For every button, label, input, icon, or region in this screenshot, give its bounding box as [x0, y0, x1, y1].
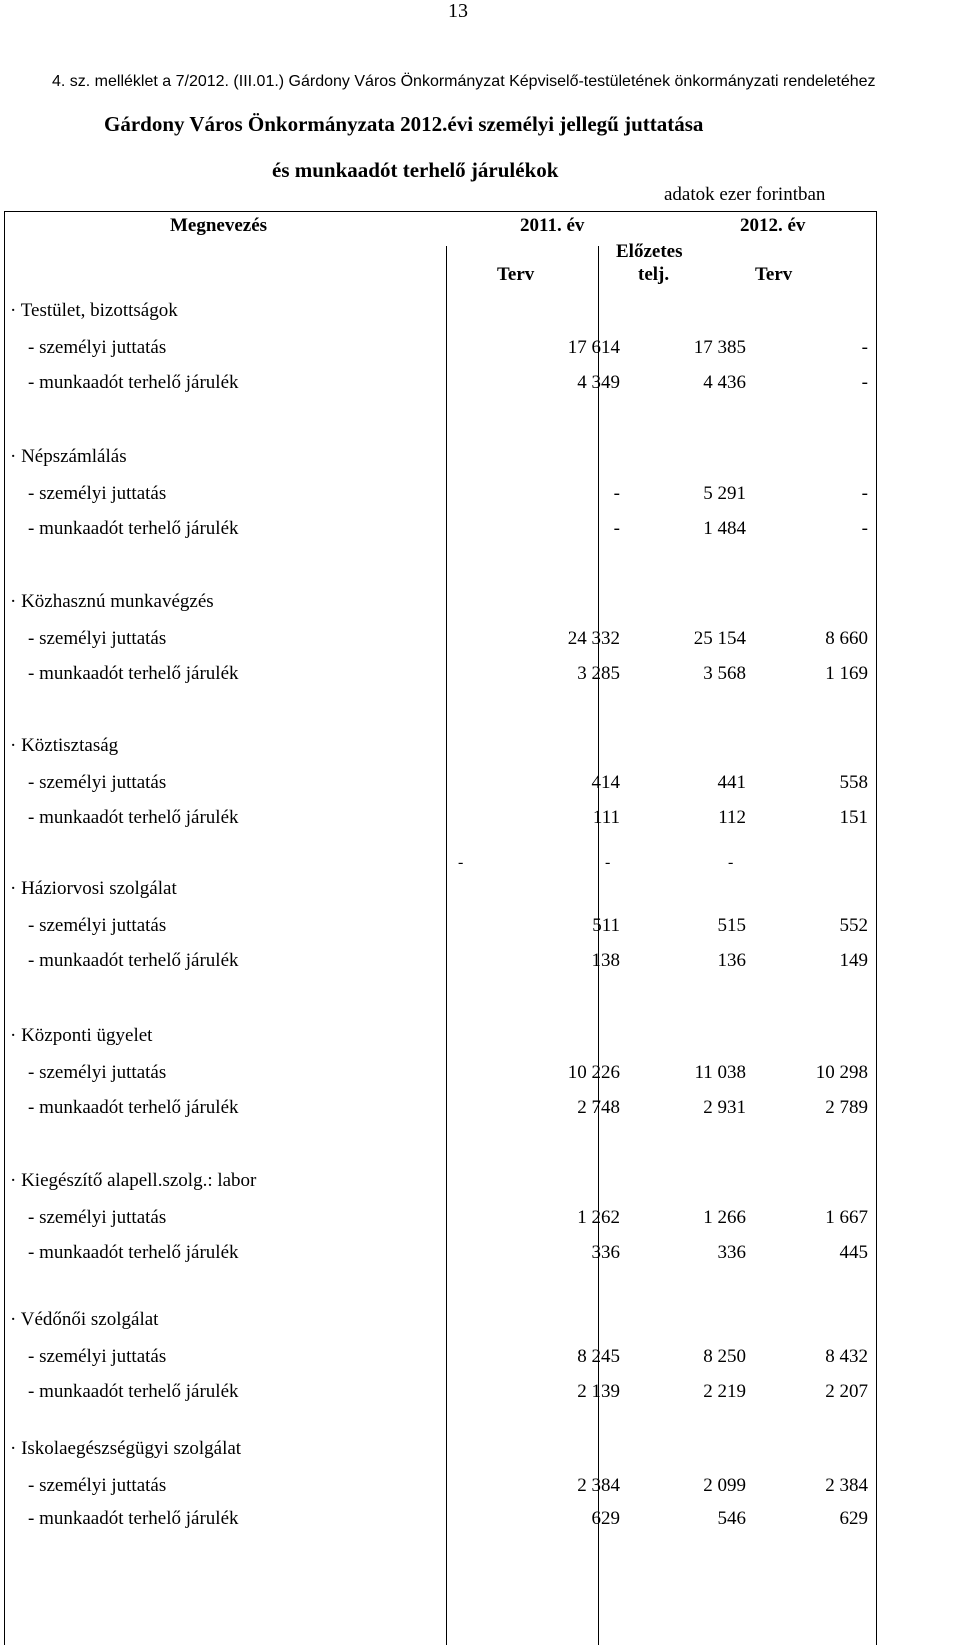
table-cell-actual-2011: 2 219: [703, 1381, 746, 1402]
table-cell-plan-2011: 2 139: [577, 1381, 620, 1402]
table-cell-plan-2012: -: [861, 372, 868, 393]
column-divider-2: [598, 246, 599, 1645]
table-cell-plan-2011: -: [613, 518, 620, 539]
table-cell-plan-2011: 629: [591, 1508, 620, 1529]
page-number: 13: [448, 0, 468, 22]
table-cell-actual-2011: 136: [717, 950, 746, 971]
table-row-label: - személyi juttatás: [28, 1062, 167, 1083]
table-cell-plan-2011: 2 384: [577, 1475, 620, 1496]
header-col3-plan: Terv: [755, 264, 793, 285]
section-title: · Közhasznú munkavégzés: [10, 591, 214, 612]
table-cell-plan-2011: 111: [592, 807, 620, 828]
table-cell-plan-2011: -: [613, 483, 620, 504]
table-cell-plan-2012: 558: [839, 772, 868, 793]
table-cell-plan-2011: 2 748: [577, 1097, 620, 1118]
table-row-label: - személyi juttatás: [28, 1475, 167, 1496]
header-col1-plan: Terv: [497, 264, 535, 285]
table-cell-actual-2011: 2 099: [703, 1475, 746, 1496]
table-cell-plan-2012: 445: [839, 1242, 868, 1263]
table-cell-actual-2011: 336: [717, 1242, 746, 1263]
table-cell-plan-2012: 2 207: [825, 1381, 868, 1402]
stray-dash: -: [728, 854, 734, 871]
table-cell-actual-2011: 11 038: [694, 1062, 746, 1083]
table-cell-plan-2011: 10 226: [567, 1062, 620, 1083]
table-cell-plan-2011: 138: [591, 950, 620, 971]
table-cell-actual-2011: 5 291: [703, 483, 746, 504]
table-cell-plan-2012: 552: [839, 915, 868, 936]
table-row-label: - személyi juttatás: [28, 1207, 167, 1228]
table-row-label: - munkaadót terhelő járulék: [28, 372, 239, 393]
table-row-label: - munkaadót terhelő járulék: [28, 807, 239, 828]
table-cell-actual-2011: 25 154: [693, 628, 746, 649]
table-cell-plan-2012: -: [861, 518, 868, 539]
table-cell-plan-2012: 8 432: [825, 1346, 868, 1367]
stray-dash: -: [605, 854, 611, 871]
table-cell-actual-2011: 8 250: [703, 1346, 746, 1367]
table-row-label: - személyi juttatás: [28, 628, 167, 649]
section-title: · Védőnői szolgálat: [10, 1309, 159, 1330]
header-col2-line1: Előzetes: [616, 241, 683, 262]
table-cell-plan-2012: 1 667: [825, 1207, 868, 1228]
section-title: · Háziorvosi szolgálat: [10, 878, 177, 899]
table-cell-plan-2012: 8 660: [825, 628, 868, 649]
table-cell-actual-2011: 1 266: [703, 1207, 746, 1228]
section-title: · Köztisztaság: [10, 735, 119, 756]
table-row-label: - munkaadót terhelő járulék: [28, 663, 239, 684]
header-col2-line2: telj.: [638, 264, 670, 285]
table-cell-plan-2011: 511: [592, 915, 620, 936]
stray-dash: -: [458, 854, 464, 871]
header-year-2012: 2012. év: [740, 215, 806, 236]
table-cell-plan-2012: -: [861, 483, 868, 504]
unit-note: adatok ezer forintban: [664, 184, 826, 205]
table-cell-plan-2012: 2 384: [825, 1475, 868, 1496]
table-cell-actual-2011: 1 484: [703, 518, 746, 539]
table-row-label: - személyi juttatás: [28, 915, 167, 936]
table-cell-plan-2011: 3 285: [577, 663, 620, 684]
table-cell-plan-2012: 629: [839, 1508, 868, 1529]
table-cell-actual-2011: 112: [718, 807, 746, 828]
table-cell-plan-2012: 151: [839, 807, 868, 828]
table-row-label: - munkaadót terhelő járulék: [28, 1097, 239, 1118]
table-cell-plan-2012: 10 298: [815, 1062, 868, 1083]
table-cell-actual-2011: 17 385: [693, 337, 746, 358]
table-cell-actual-2011: 515: [717, 915, 746, 936]
table-row-label: - munkaadót terhelő járulék: [28, 1508, 239, 1529]
table-cell-plan-2011: 24 332: [567, 628, 620, 649]
table-cell-plan-2011: 1 262: [577, 1207, 620, 1228]
table-cell-plan-2012: 149: [839, 950, 868, 971]
table-row-label: - munkaadót terhelő járulék: [28, 950, 239, 971]
document-title-line-2: és munkaadót terhelő járulékok: [272, 158, 559, 182]
document-title-line-1: Gárdony Város Önkormányzata 2012.évi személyi jellegű juttatása: [104, 112, 704, 136]
annex-reference: 4. sz. melléklet a 7/2012. (III.01.) Gárdony Város Önkormányzat Képviselő-testületének önkormányzati rendeletéhez: [52, 73, 876, 90]
table-cell-plan-2012: 1 169: [825, 663, 868, 684]
table-row-label: - munkaadót terhelő járulék: [28, 518, 239, 539]
table-row-label: - munkaadót terhelő járulék: [28, 1242, 239, 1263]
section-title: · Testület, bizottságok: [10, 300, 178, 321]
table-cell-actual-2011: 2 931: [703, 1097, 746, 1118]
table-cell-plan-2011: 4 349: [577, 372, 620, 393]
section-title: · Iskolaegészségügyi szolgálat: [10, 1438, 242, 1459]
table-cell-actual-2011: 441: [717, 772, 746, 793]
table-row-label: - személyi juttatás: [28, 1346, 167, 1367]
section-title: · Népszámlálás: [10, 446, 127, 467]
section-title: · Kiegészítő alapell.szolg.: labor: [10, 1170, 257, 1191]
column-divider-1: [446, 246, 447, 1645]
table-row-label: - munkaadót terhelő járulék: [28, 1381, 239, 1402]
table-row-label: - személyi juttatás: [28, 772, 167, 793]
header-name: Megnevezés: [170, 215, 268, 236]
table-cell-actual-2011: 3 568: [703, 663, 746, 684]
header-year-2011: 2011. év: [520, 215, 585, 236]
table-cell-actual-2011: 4 436: [703, 372, 746, 393]
table-cell-plan-2012: 2 789: [825, 1097, 868, 1118]
table-cell-plan-2011: 8 245: [577, 1346, 620, 1367]
table-cell-plan-2011: 17 614: [567, 337, 620, 358]
table-cell-plan-2011: 414: [591, 772, 620, 793]
table-cell-plan-2011: 336: [591, 1242, 620, 1263]
table-cell-plan-2012: -: [861, 337, 868, 358]
section-title: · Központi ügyelet: [10, 1025, 153, 1046]
table-cell-actual-2011: 546: [717, 1508, 746, 1529]
table-row-label: - személyi juttatás: [28, 337, 167, 358]
table-row-label: - személyi juttatás: [28, 483, 167, 504]
